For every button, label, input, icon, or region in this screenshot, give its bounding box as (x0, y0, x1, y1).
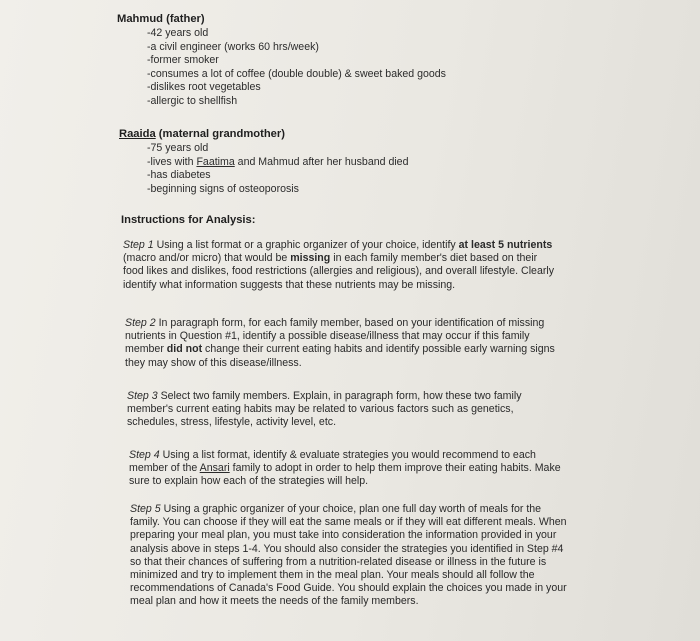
step-2-text-b: change their current eating habits and identify possible early warning signs they may show of this disease/illness. (125, 343, 555, 369)
step-2-label: Step 2 (125, 317, 156, 329)
list-item: -allergic to shellfish (147, 94, 238, 107)
raaida-details-list (147, 142, 408, 196)
step-4-paragraph (129, 449, 577, 489)
step-3-paragraph (127, 390, 559, 430)
step-4-label: Step 4 (129, 449, 160, 461)
instructions-heading: Instructions for Analysis: (121, 214, 256, 226)
step-2-paragraph (125, 317, 565, 370)
step-1-label: Step 1 (123, 239, 154, 251)
faatima-name: Faatima (196, 155, 235, 168)
step-1-emphasis-nutrients: at least 5 nutrients (458, 239, 553, 251)
mahmud-details-list (147, 27, 446, 109)
ansari-family-name: Ansari (199, 462, 230, 475)
list-item: -a civil engineer (works 60 hrs/week) (147, 40, 319, 53)
list-item (147, 156, 408, 170)
list-item: -former smoker (147, 54, 219, 67)
step-3-text: Select two family members. Explain, in paragraph form, how these two family member's current eating habits may be related to various factors such as genetics, schedules, stress, lifestyle, activity level, etc. (127, 390, 522, 429)
step-4-text-b: family to adopt in order to help them improve their eating habits. Make sure to explain how each of the strategies will help. (129, 462, 561, 488)
list-item: -has diabetes (147, 169, 211, 182)
step-1-paragraph (123, 239, 559, 292)
raaida-relation: (maternal grandmother) (155, 128, 285, 140)
step-1-text-b: (macro and/or micro) that would be (123, 252, 291, 265)
step-3-label: Step 3 (127, 390, 158, 402)
step-1-text-c: in each family member's diet based on their food likes and dislikes, food restrictions (allergies and religious), and overall lifestyle. Clearly identify what information suggests that these nutrients may be missing. (123, 252, 555, 291)
lives-with-prefix: -lives with (147, 155, 197, 168)
list-item: -42 years old (147, 27, 209, 39)
step-1-emphasis-missing: missing (290, 252, 331, 265)
step-2-emphasis-did-not: did not (166, 343, 203, 356)
lives-with-suffix: and Mahmud after her husband died (234, 155, 409, 168)
step-1-text-a: Using a list format or a graphic organizer of your choice, identify (153, 239, 459, 251)
step-5-text: Using a graphic organizer of your choice, plan one full day worth of meals for the family. You can choose if they will eat the same meals or if they will eat different meals. When preparing your meal plan, you must take into consideration the information provided in your analysis above in steps 1-4. You should also consider the strategies you identified in Step #4 so that their chances of suffering from a nutrition-related disease or illness in the future is minimized and try to implement them in the meal plan. Your meals should all follow the recommendations of Canada's Food Guide. You should explain the choices you made in your meal plan and how it meets the needs of the family members. (130, 503, 567, 608)
list-item: -consumes a lot of coffee (double double) & sweet baked goods (147, 67, 446, 80)
list-item: -75 years old (147, 142, 209, 154)
raaida-name: Raaida (119, 128, 156, 140)
step-5-paragraph (130, 503, 572, 609)
list-item: -dislikes root vegetables (147, 81, 261, 94)
raaida-heading (119, 128, 285, 140)
list-item: -beginning signs of osteoporosis (147, 182, 299, 195)
step-2-text-a: In paragraph form, for each family member, based on your identification of missing nutrients in Question #1, identify a possible disease/illness that may occur if this family member (125, 317, 545, 356)
mahmud-heading: Mahmud (father) (117, 13, 205, 25)
step-5-label: Step 5 (130, 503, 161, 515)
step-4-text-a: Using a list format, identify & evaluate strategies you would recommend to each member of the (129, 449, 536, 475)
